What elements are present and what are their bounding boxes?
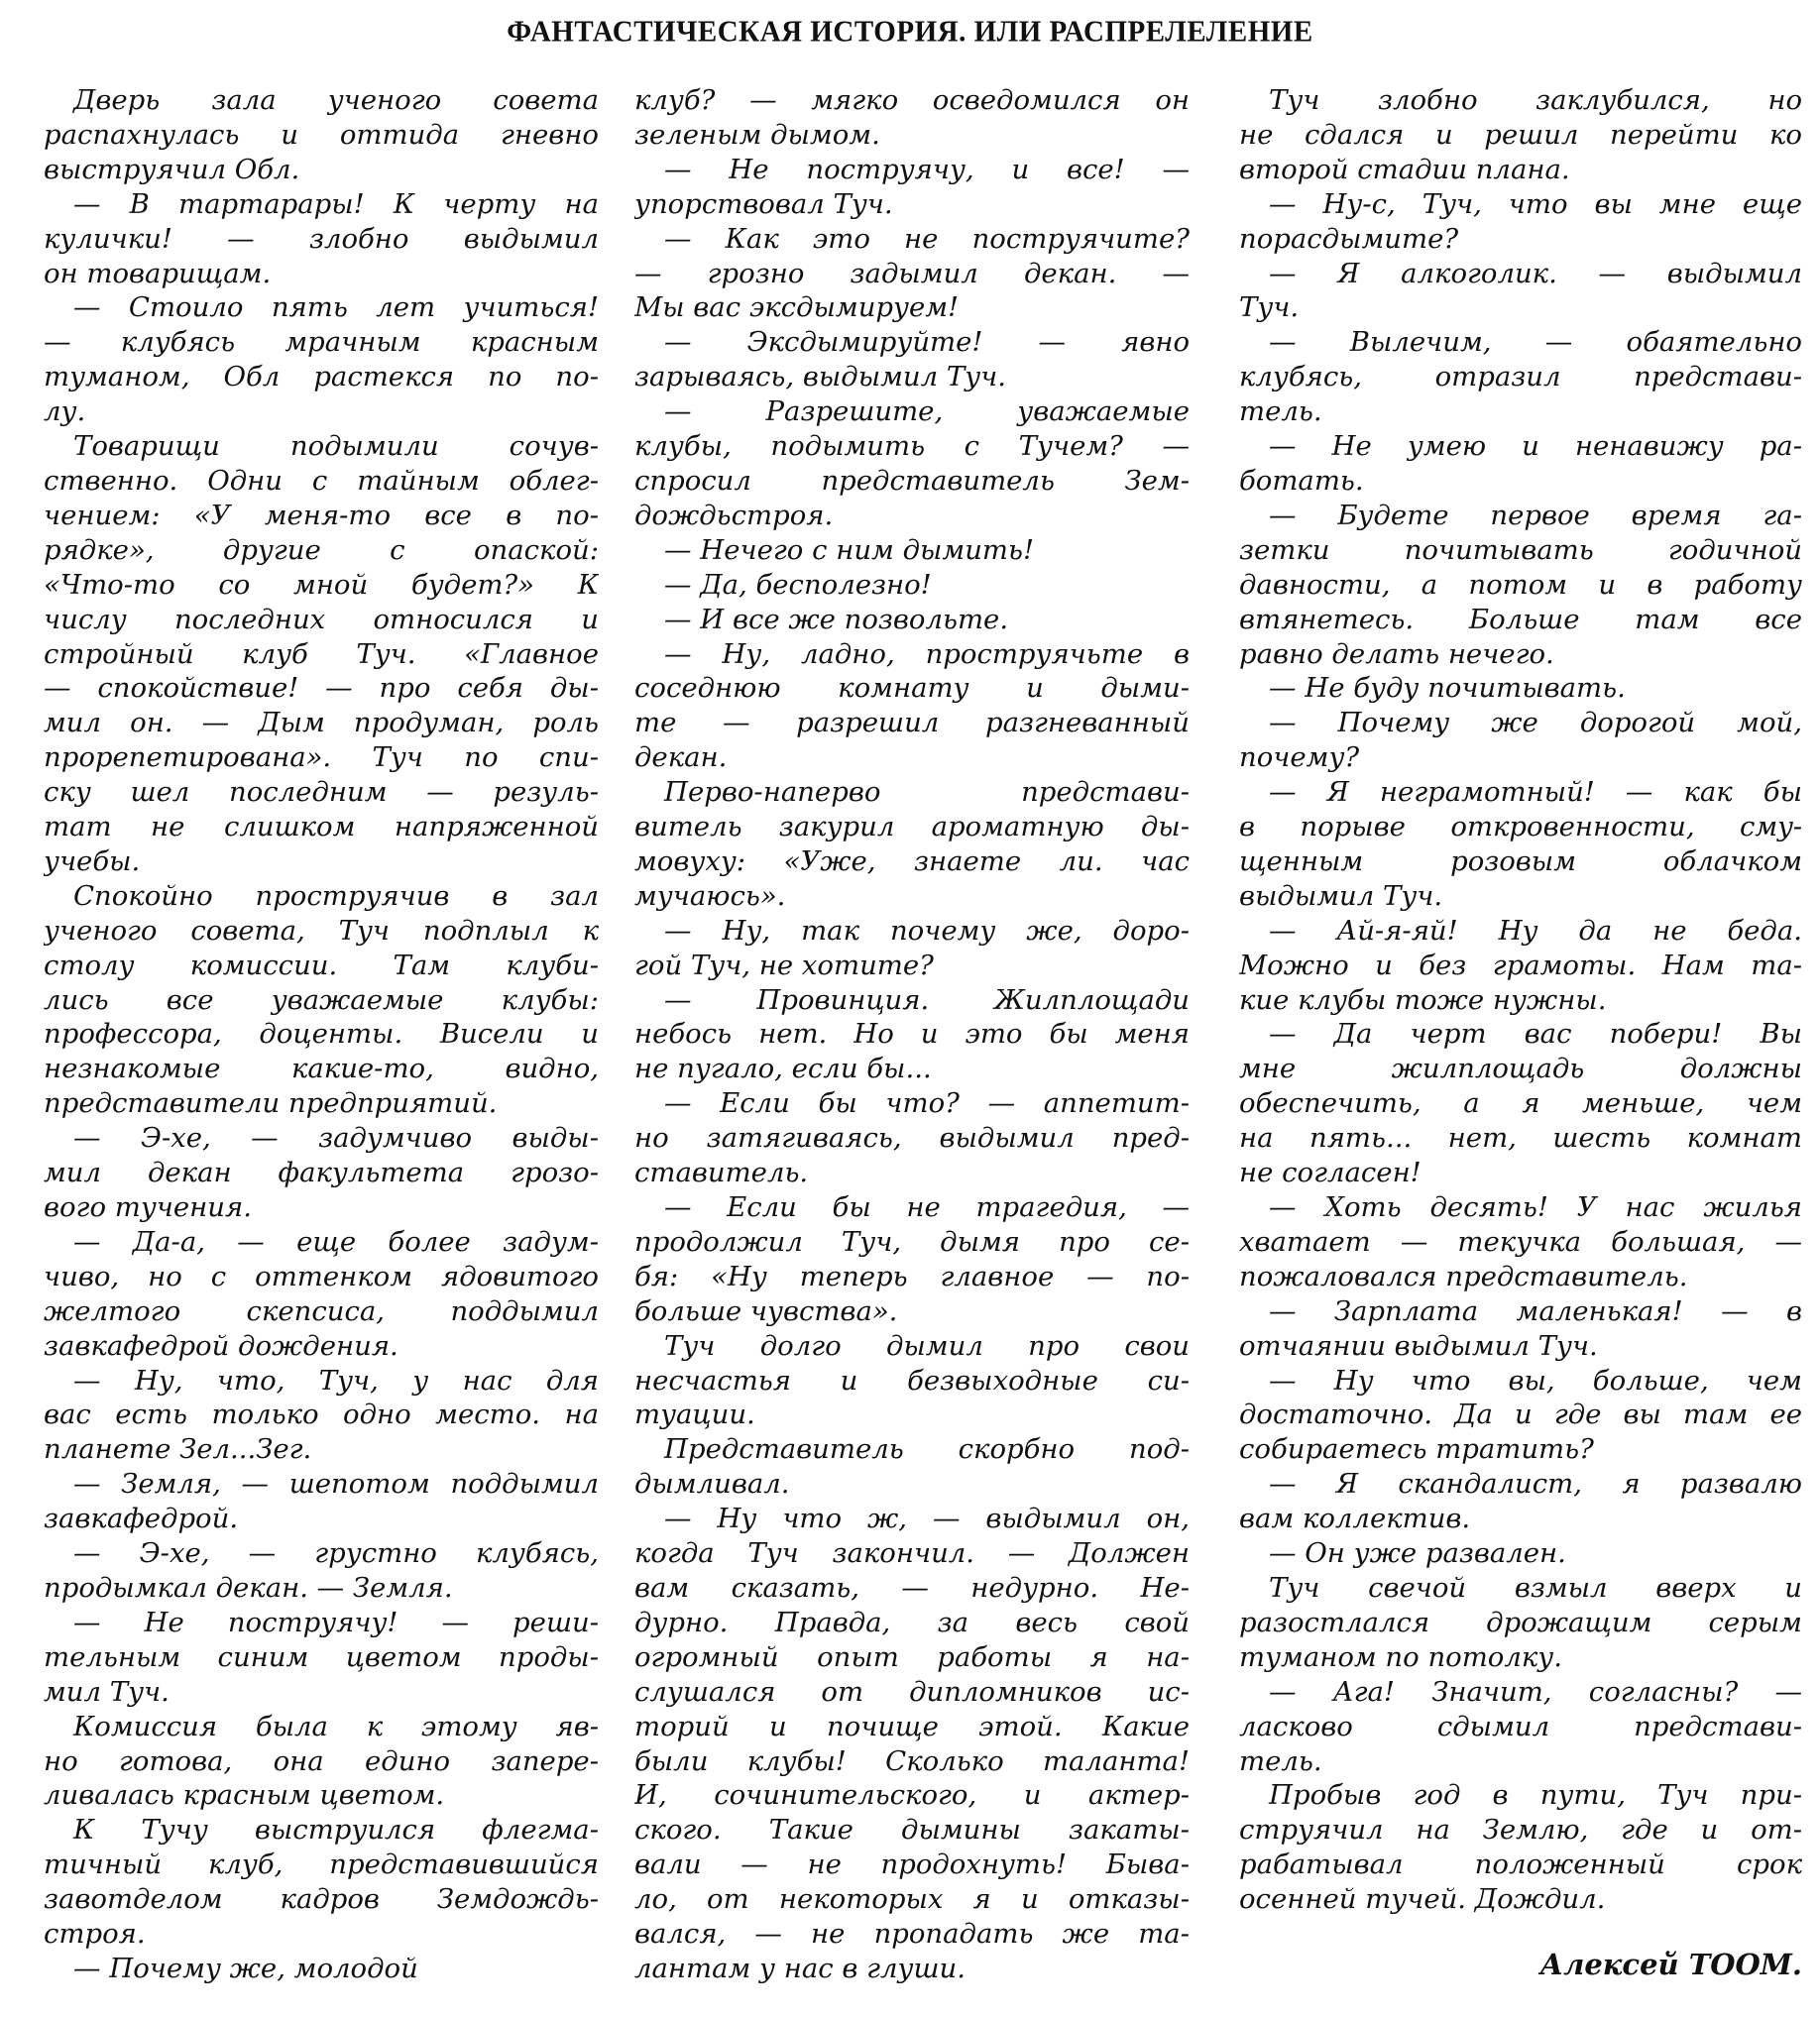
text-line: Туч. [1239, 291, 1300, 324]
paragraph [44, 429, 599, 879]
article-title: ФАНТАСТИЧЕСКАЯ ИСТОРИЯ. ИЛИ РАСПРЕЛЕЛЕНИЕ [507, 15, 1313, 49]
text-line: щенным розовым облачком [1239, 844, 1802, 877]
text-line: в порыве откровенности, смy- [1239, 811, 1802, 843]
text-line: — Ну-с, Туч, что вы мне еще [1269, 187, 1802, 220]
text-line: продымкал декан. — Земля. [44, 1571, 453, 1604]
text-line: — И все же позвольте. [664, 603, 1009, 635]
text-line: на пять... нет, шесть комнат [1239, 1122, 1802, 1155]
paragraph [634, 603, 1190, 637]
paragraph [1239, 429, 1802, 499]
text-line: К Тучу выструился флегма- [73, 1814, 599, 1847]
text-line: кие клубы тоже нужны. [1239, 983, 1607, 1016]
paragraph [44, 1121, 599, 1225]
author-signature: Алексей ТООМ. [1539, 1948, 1802, 1981]
text-line: больше чувства». [634, 1294, 898, 1327]
paragraph [44, 1364, 599, 1468]
text-line: чением: «У меня-то все в по- [44, 499, 599, 531]
text-line: — В тартарары! К черту на [73, 187, 599, 220]
paragraph [1239, 1467, 1802, 1536]
text-line: небось нет. Но и это бы меня [634, 1018, 1190, 1051]
paragraph [1239, 325, 1802, 429]
paragraph [634, 1190, 1190, 1329]
text-line: тель. [1239, 1744, 1322, 1777]
text-line: осенней тучей. Дождил. [1239, 1883, 1606, 1916]
text-line: завотделом кадров Земдождь- [44, 1883, 599, 1916]
paragraph [1239, 706, 1802, 775]
text-line: вого тучения. [44, 1191, 252, 1223]
text-column-1 [44, 83, 599, 1986]
text-line: «Что-то со мной будет?» К [44, 568, 599, 601]
text-line: рабатывал положенный срок [1239, 1849, 1802, 1881]
paragraph [634, 394, 1190, 533]
text-line: столу комиссии. Там клуби- [44, 949, 599, 981]
paragraph [634, 222, 1190, 326]
text-line: — Не умею и ненавижу ра- [1269, 430, 1802, 463]
paragraph [634, 568, 1190, 603]
text-line: Комиссия была к этому яв- [73, 1710, 599, 1742]
text-line: — Я скандалист, я развалю [1269, 1468, 1802, 1501]
paragraph [44, 1952, 599, 1986]
paragraph [1239, 83, 1802, 187]
text-line: торий и почище этой. Какие [634, 1710, 1190, 1742]
text-line: клубы, подымить с Тучем? — [634, 430, 1190, 463]
text-line: зеленым дымом. [634, 118, 880, 151]
text-line: дождьстроя. [634, 499, 834, 531]
text-line: кулички! — злобно выдымил [44, 222, 599, 255]
text-line: — Будете первое время га- [1269, 499, 1802, 531]
text-line: — Зарплата маленькая! — в [1269, 1294, 1802, 1327]
text-line: ливалась красным цветом. [44, 1779, 445, 1812]
text-line: — Ага! Значит, согласны? — [1269, 1675, 1802, 1708]
text-line: упорствовал Туч. [634, 187, 893, 220]
text-line: продолжил Туч, дымя про се- [634, 1225, 1190, 1258]
text-line: обеспечить, а я меньше, чем [1239, 1087, 1802, 1120]
text-line: — Ну, так почему же, доро- [664, 914, 1190, 947]
text-line: туации. [634, 1399, 755, 1431]
text-line: — Ну, что, Туч, у нас для [73, 1364, 599, 1397]
text-line: желтого скепсиса, поддымил [44, 1294, 599, 1327]
text-line: И, сочинительского, и актер- [634, 1779, 1190, 1812]
text-line: ботать. [1239, 464, 1364, 497]
text-line: несчастья и безвыходные си- [634, 1364, 1190, 1397]
text-line: бя: «Ну теперь главное — по- [634, 1260, 1190, 1292]
text-line: ственно. Одни с тайным облег- [44, 464, 599, 497]
text-line: Туч долго дымил про свои [664, 1329, 1190, 1362]
paragraph [1239, 1536, 1802, 1571]
text-line: завкафедрой дождения. [44, 1329, 398, 1362]
text-line: профессора, доценты. Висели и [44, 1018, 599, 1051]
text-line: дымливал. [634, 1468, 790, 1501]
text-line: огромный опыт работы я на- [634, 1640, 1190, 1673]
text-line: спросил представитель Зем- [634, 464, 1190, 497]
text-line: ласково сдымил представи- [1239, 1710, 1802, 1742]
text-line: — Э-хе, — задумчиво выды- [73, 1122, 599, 1155]
text-line: Дверь зала ученого совета [73, 84, 599, 116]
text-line: отчаянии выдымил Туч. [1239, 1329, 1598, 1362]
text-line: — Нечего с ним дымить! [664, 533, 1035, 566]
paragraph [44, 1536, 599, 1606]
text-line: — Эксдымируйте! — явно [664, 326, 1190, 359]
text-line: вас есть только одно место. на [44, 1399, 599, 1431]
paragraph [1239, 257, 1802, 326]
text-line: мил он. — Дым продуман, роль [44, 707, 599, 739]
text-line: планете Зел...Зег. [44, 1433, 312, 1466]
paragraph [44, 1710, 599, 1814]
paragraph [634, 325, 1190, 394]
text-line: слушался от дипломников ис- [634, 1675, 1190, 1708]
text-line: выструячил Обл. [44, 153, 300, 185]
text-line: — клубясь мрачным красным [44, 326, 599, 359]
text-line: — Я алкоголик. — выдымил [1269, 257, 1802, 289]
paragraph [1239, 775, 1802, 914]
text-line: тат не слишком напряженной [44, 811, 599, 843]
text-line: ученого совета, Туч подплыл к [44, 914, 599, 947]
text-line: давности, а потом и в работу [1239, 568, 1802, 601]
text-line: — Хоть десять! У нас жилья [1269, 1191, 1802, 1223]
paragraph [634, 1086, 1190, 1190]
text-line: клуб? — мягко осведомился он [634, 84, 1190, 116]
text-line: — грозно задымил декан. — [634, 257, 1190, 289]
text-line: вам сказать, — недурно. Не- [634, 1571, 1190, 1604]
text-line: второй стадии плана. [1239, 153, 1570, 185]
text-line: Можно и без грамоты. Нам та- [1239, 949, 1802, 981]
text-line: но готова, она едино запере- [44, 1744, 599, 1777]
text-line: разостлался дрожащим серым [1239, 1606, 1802, 1638]
text-line: Пробыв год в пути, Туч при- [1269, 1779, 1802, 1812]
text-line: — Как это не поструячите? [664, 222, 1190, 255]
text-line: — Не буду почитывать. [1269, 672, 1626, 705]
text-line: тичный клуб, представившийся [44, 1849, 599, 1881]
text-line: те — разрешил разгневанный [634, 707, 1190, 739]
text-line: — Ну что вы, больше, чем [1269, 1364, 1802, 1397]
text-line: лись все уважаемые клубы: [44, 983, 599, 1016]
paragraph [44, 879, 599, 1121]
text-line: соседнюю комнату и дыми- [634, 672, 1190, 705]
text-line: — Ну, ладно, проструячьте в [664, 637, 1190, 670]
text-line: прорепетирована». Туч по спи- [44, 741, 599, 774]
text-line: — Э-хе, — грустно клубясь, [73, 1537, 599, 1570]
text-line: лу. [44, 395, 86, 428]
text-line: не согласен! [1239, 1157, 1422, 1189]
text-line: мил декан факультета грозо- [44, 1157, 599, 1189]
text-line: выдымил Туч. [1239, 879, 1443, 912]
text-line: — Разрешите, уважаемые [664, 395, 1190, 428]
paragraph [44, 187, 599, 291]
text-line: — Провинция. Жилплощади [664, 983, 1190, 1016]
paragraph [634, 775, 1190, 914]
text-line: не пугало, если бы... [634, 1053, 932, 1085]
text-line: представители предприятий. [44, 1087, 498, 1120]
text-line: почему? [1239, 741, 1360, 774]
text-line: клубясь, отразил представи- [1239, 361, 1802, 393]
text-line: втянетесь. Больше там все [1239, 603, 1802, 635]
text-line: — Да-а, — еще более задум- [73, 1225, 599, 1258]
text-line: — Почему же дорогой мой, [1269, 707, 1802, 739]
text-line: незнакомые какие-то, видно, [44, 1053, 599, 1085]
text-line: вам коллектив. [1239, 1503, 1471, 1535]
text-line: чиво, но с оттенком ядовитого [44, 1260, 599, 1292]
paragraph [44, 83, 599, 187]
text-line: — Почему же, молодой [73, 1952, 418, 1984]
paragraph [44, 1606, 599, 1710]
paragraph [1239, 1778, 1802, 1917]
text-line: — Да, бесполезно! [664, 568, 932, 601]
text-line: мил Туч. [44, 1675, 170, 1708]
paragraph [634, 153, 1190, 222]
text-line: — Не поструячу! — реши- [73, 1606, 599, 1638]
paragraph [634, 914, 1190, 983]
text-line: он товарищам. [44, 257, 272, 289]
text-line: ставитель. [634, 1157, 809, 1189]
paragraph [634, 637, 1190, 776]
paragraph [44, 1467, 599, 1536]
paragraph [1239, 914, 1802, 1018]
text-line: — Не поструячу, и все! — [664, 153, 1190, 185]
text-line: мовуху: «Уже, знаете ли. час [634, 844, 1190, 877]
text-line: хватает — текучка большая, — [1239, 1225, 1802, 1258]
text-line: тельным синим цветом проды- [44, 1640, 599, 1673]
text-line: вали — не продохнуть! Быва- [634, 1849, 1190, 1881]
text-line: туманом, Обл растекся по по- [44, 361, 599, 393]
text-line: — Земля, — шепотом поддымил завкафедрой. [44, 1468, 599, 1535]
text-line: — Вылечим, — обаятельно [1269, 326, 1802, 359]
text-line: Туч свечой взмыл вверх и [1269, 1571, 1802, 1604]
paragraph [634, 83, 1190, 153]
text-line: туманом по потолку. [1239, 1640, 1562, 1673]
text-line: — Если бы что? — аппетит- [664, 1087, 1190, 1120]
text-line: зарываясь, выдымил Туч. [634, 361, 1006, 393]
text-line: но затягиваясь, выдымил пред- [634, 1122, 1190, 1155]
text-line: — Стоило пять лет учиться! [73, 291, 599, 324]
text-line: витель закурил ароматную ды- [634, 811, 1190, 843]
text-line: не сдался и решил перейти ко [1239, 118, 1802, 151]
text-line: мне жилплощадь должны [1239, 1053, 1802, 1085]
text-line: — Он уже развален. [1269, 1537, 1566, 1570]
paragraph [1239, 1364, 1802, 1468]
text-line: мучаюсь». [634, 879, 786, 912]
paragraph [1239, 499, 1802, 672]
paragraph [44, 1813, 599, 1952]
text-column-2 [634, 83, 1190, 1986]
text-line: распахнулась и оттида гневно [44, 118, 599, 151]
text-line: — Да черт вас побери! Вы [1269, 1018, 1802, 1051]
text-line: ского. Такие дымины закаты- [634, 1814, 1190, 1847]
text-line: тель. [1239, 395, 1322, 428]
text-line: зетки почитывать годичной [1239, 533, 1802, 566]
paragraph [1239, 187, 1802, 257]
text-column-3 [1239, 83, 1802, 1917]
paragraph [634, 1502, 1190, 1986]
text-line: когда Туч закончил. — Должен [634, 1537, 1190, 1570]
text-line: были клубы! Сколько таланта! [634, 1744, 1190, 1777]
text-line: рядке», другие с опаской: [44, 533, 599, 566]
text-line: Спокойно проструячив в зал [73, 879, 599, 912]
text-line: Представитель скорбно под- [664, 1433, 1190, 1466]
paragraph [634, 1329, 1190, 1433]
text-line: Туч злобно заклубился, но [1269, 84, 1802, 116]
text-line: вался, — не пропадать же та- [634, 1918, 1190, 1951]
paragraph [1239, 1675, 1802, 1779]
paragraph [1239, 1017, 1802, 1190]
paragraph [44, 1225, 599, 1364]
text-line: стройный клуб Туч. «Главное [44, 637, 599, 670]
text-line: — Я неграмотный! — как бы [1269, 776, 1802, 809]
text-line: строя. [44, 1918, 146, 1951]
text-line: — Ай-я-яй! Ну да не беда. [1269, 914, 1802, 947]
text-line: лантам у нас в глуши. [634, 1952, 966, 1984]
text-line: струячил на Землю, где и от- [1239, 1814, 1802, 1847]
text-line: собираетесь тратить? [1239, 1433, 1594, 1466]
text-line: гой Туч, не хотите? [634, 949, 934, 981]
text-line: ло, от некоторых я и отказы- [634, 1883, 1190, 1916]
text-line: — Если бы не трагедия, — [664, 1191, 1190, 1223]
text-line: ску шел последним — резуль- [44, 776, 599, 809]
paragraph [634, 533, 1190, 568]
text-line: достаточно. Да и где вы там ее [1239, 1399, 1802, 1431]
text-line: Товарищи подымили сочув- [73, 430, 599, 463]
text-line: пожаловался представитель. [1239, 1260, 1688, 1292]
paragraph [1239, 1571, 1802, 1675]
paragraph [44, 290, 599, 429]
paragraph [1239, 1294, 1802, 1364]
text-line: числу последних относился и [44, 603, 599, 635]
text-line: Перво-наперво представи- [664, 776, 1190, 809]
text-line: дурно. Правда, за весь свой [634, 1606, 1190, 1638]
paragraph [1239, 671, 1802, 706]
paragraph [1239, 1190, 1802, 1294]
paragraph [634, 1432, 1190, 1502]
text-line: Мы вас эксдымируем! [634, 291, 960, 324]
paragraph [634, 983, 1190, 1087]
text-line: равно делать нечего. [1239, 637, 1554, 670]
text-line: — Ну что ж, — выдымил он, [664, 1503, 1190, 1535]
text-line: — спокойствие! — про себя ды- [44, 672, 599, 705]
text-line: порасдымите? [1239, 222, 1459, 255]
text-line: учебы. [44, 844, 141, 877]
text-line: декан. [634, 741, 728, 774]
